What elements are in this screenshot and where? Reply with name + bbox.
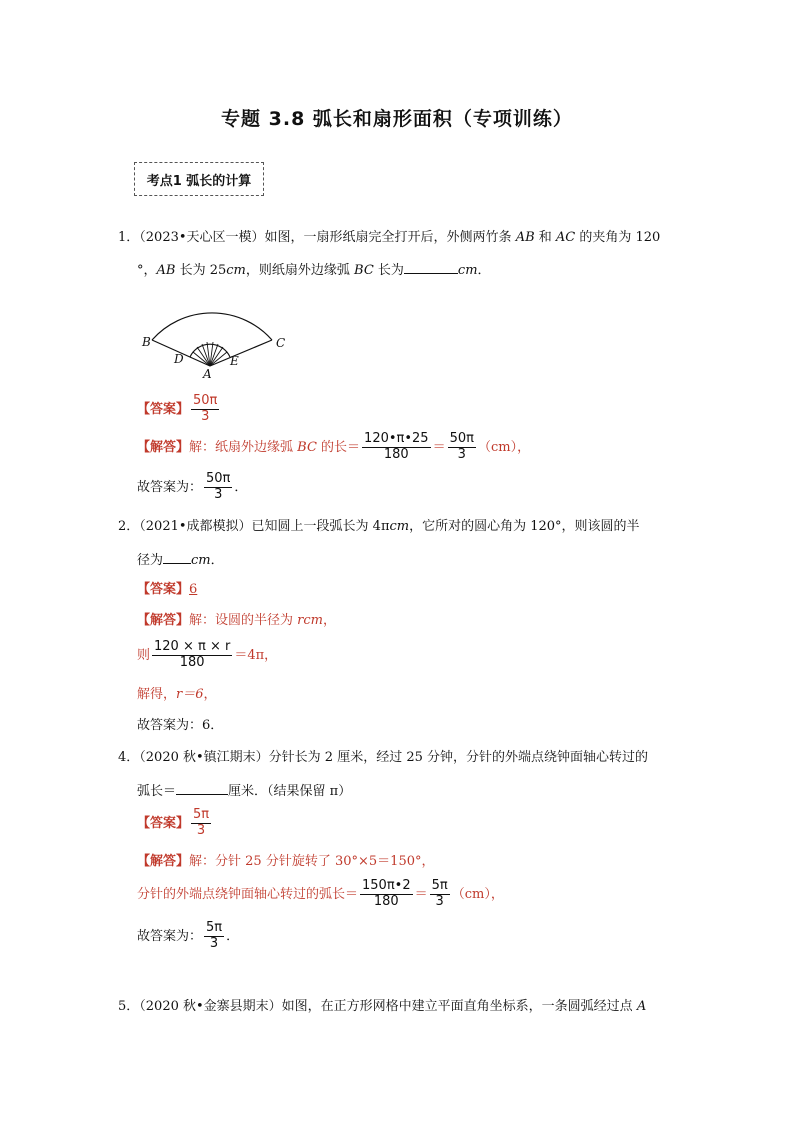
q1-solution-line <box>137 430 530 466</box>
q4-eq: ＝ <box>414 887 428 902</box>
q2-cm: cm <box>389 519 410 534</box>
q2-eq-tail: ＝4π， <box>234 648 278 663</box>
q2-number: 2． <box>118 519 140 534</box>
q1-final-num: 50π <box>206 471 231 487</box>
q5-a: A <box>636 999 647 1014</box>
q4-final-line <box>137 919 239 955</box>
q4-answer-frac <box>191 808 211 839</box>
q2-solve-line <box>137 686 217 704</box>
q1-l2-cm: cm <box>226 263 246 278</box>
q2-text-b: ，它所对的圆心角为 120°，则该圆的半 <box>409 519 640 534</box>
q4-line1 <box>118 749 648 767</box>
q1-text: 如图，一扇形纸扇完全打开后，外侧两竹条 <box>264 230 516 245</box>
q1-text-b: 的夹角为 120 <box>575 230 661 245</box>
q1-final-frac <box>204 472 232 503</box>
q4-frac2-num: 5π <box>431 878 448 894</box>
q1-sol-unit: （cm）， <box>477 440 531 455</box>
q2-jiede-tail: ， <box>203 687 217 702</box>
q2-answer-label: 【答案】 <box>137 582 190 597</box>
q2-solution-label: 【解答】 <box>137 613 190 628</box>
q2-line1 <box>118 518 640 536</box>
q2-sol-a: 解：设圆的半径为 <box>189 613 298 628</box>
q4-solution-label: 【解答】 <box>137 854 190 869</box>
q4-line2 <box>137 780 351 801</box>
q1-line1 <box>118 229 660 247</box>
q1-source: （2023•天心区一模） <box>139 230 265 245</box>
q2-frac-den: 180 <box>179 655 205 670</box>
q1-sol-frac2-num: 50π <box>449 431 474 447</box>
label-e: E <box>230 354 239 368</box>
q2-answer-blank <box>163 549 191 564</box>
q1-answer-den: 3 <box>201 409 210 424</box>
q4-final-den: 3 <box>209 936 219 951</box>
q5-number: 5． <box>118 999 140 1014</box>
q1-answer-frac <box>191 394 219 425</box>
q4-source: （2020 秋•镇江期末） <box>139 750 269 765</box>
q2-frac-num: 120 × π × r <box>154 639 231 655</box>
q4-number: 4． <box>118 750 140 765</box>
q4-frac1-num: 150π•2 <box>362 878 411 894</box>
label-b: B <box>142 335 151 349</box>
section-label: 考点1 弧长的计算 <box>134 162 264 196</box>
q1-final-b: ． <box>234 480 248 495</box>
q1-sol-eq: ＝ <box>432 440 446 455</box>
q4-solution-line <box>137 853 435 871</box>
q4-answer-den: 3 <box>196 823 206 838</box>
q4-frac2 <box>430 879 450 910</box>
q2-answer-line <box>137 581 197 599</box>
q1-sol-frac1 <box>362 432 431 463</box>
q2-l2b: ． <box>210 553 224 568</box>
label-c: C <box>276 336 286 350</box>
q1-answer-line <box>137 392 221 428</box>
label-d: D <box>174 352 184 366</box>
q1-number: 1． <box>118 230 140 245</box>
q2-sol-r: rcm <box>297 613 323 628</box>
q4-unit: （cm）， <box>451 887 504 902</box>
q4-answer-line <box>137 806 213 842</box>
q4-final-a: 故答案为： <box>137 929 203 944</box>
q4-answer-num: 5π <box>193 807 210 823</box>
q4-l2a: 弧长＝ <box>137 784 177 799</box>
q5-source: （2020 秋•金寨县期末） <box>139 999 282 1014</box>
q2-jiede: 解得， <box>137 687 177 702</box>
q1-final-line <box>137 470 247 506</box>
q1-final-a: 故答案为： <box>137 480 203 495</box>
fan-inner-arc <box>190 344 230 357</box>
q1-final-den: 3 <box>214 487 223 502</box>
q4-frac1-den: 180 <box>373 894 399 909</box>
q4-arc-line <box>137 877 504 913</box>
label-a: A <box>203 367 212 381</box>
q4-answer-label: 【答案】 <box>137 816 190 831</box>
q1-l2c: ，则纸扇外边缘弧 <box>245 263 355 278</box>
q2-frac <box>152 640 232 671</box>
q2-text-a: 已知圆上一段弧长为 4π <box>251 519 390 534</box>
q4-sol-b: 分针旋转了 30°×5＝150°， <box>261 854 435 869</box>
fan-outer-arc <box>152 313 272 340</box>
q5-text: 如图，在正方形网格中建立平面直角坐标系，一条圆弧经过点 <box>281 999 637 1014</box>
q2-final: 故答案为：6． <box>137 718 224 733</box>
fan-inner-ribs <box>193 342 227 366</box>
q1-and: 和 <box>534 230 556 245</box>
q1-sol-frac1-num: 120•π•25 <box>364 431 429 447</box>
q5-line1 <box>118 998 646 1016</box>
q1-sol-a: 解：纸扇外边缘弧 <box>189 440 298 455</box>
q4-final-frac <box>204 921 224 952</box>
q1-sol-frac2 <box>448 432 476 463</box>
q2-source: （2021•成都模拟） <box>139 519 252 534</box>
q1-period: ． <box>477 263 491 278</box>
q2-l2-cm: cm <box>191 553 211 568</box>
q2-l2a: 径为 <box>137 553 164 568</box>
q4-frac1 <box>360 879 413 910</box>
q1-solution-label: 【解答】 <box>137 440 190 455</box>
q4-frac2-den: 3 <box>435 894 444 909</box>
q4-sol-a: 解：分针 <box>189 854 246 869</box>
page-title: 专题 3.8 弧长和扇形面积（专项训练） <box>221 108 573 130</box>
q2-line2 <box>137 549 224 570</box>
q2-answer: 6 <box>189 582 198 597</box>
q4-final-b: ． <box>226 929 240 944</box>
q2-equation-line <box>137 638 277 674</box>
q1-answer-label: 【答案】 <box>137 402 190 417</box>
q1-l2b: 长为 25 <box>175 263 227 278</box>
q4-text: 分针长为 2 厘米，经过 25 分钟，分针的外端点绕钟面轴心转过的 <box>268 750 649 765</box>
q4-final-num: 5π <box>206 920 223 936</box>
q1-line2 <box>137 259 491 280</box>
q2-final-line <box>137 717 223 735</box>
q1-ab: AB <box>515 230 535 245</box>
q2-solution-line <box>137 612 336 630</box>
q1-l2-cm2: cm <box>457 263 478 278</box>
q4-line-b: 分针的外端点绕钟面轴心转过的弧长＝ <box>137 887 359 902</box>
q1-ac: AC <box>555 230 576 245</box>
q4-sol-25: 25 <box>245 854 262 869</box>
q1-l2-bc: BC <box>354 263 374 278</box>
q2-ze: 则 <box>137 648 151 663</box>
q1-answer-num: 50π <box>193 393 218 409</box>
q2-r-eq: r＝6 <box>176 687 204 702</box>
q1-sol-frac2-den: 3 <box>457 447 466 462</box>
q1-l2-ab: AB <box>156 263 176 278</box>
fan-figure <box>138 290 288 382</box>
q1-sol-frac1-den: 180 <box>383 447 409 462</box>
q1-l2d: 长为 <box>373 263 404 278</box>
q1-sol-bc: BC <box>297 440 317 455</box>
q1-l2a: °， <box>137 263 157 278</box>
q1-sol-b: 的长＝ <box>316 440 361 455</box>
q2-sol-b: ， <box>322 613 336 628</box>
q4-answer-blank <box>176 780 228 795</box>
q4-l2b: 厘米．（结果保留 π） <box>228 784 352 799</box>
q1-answer-blank <box>404 259 458 274</box>
